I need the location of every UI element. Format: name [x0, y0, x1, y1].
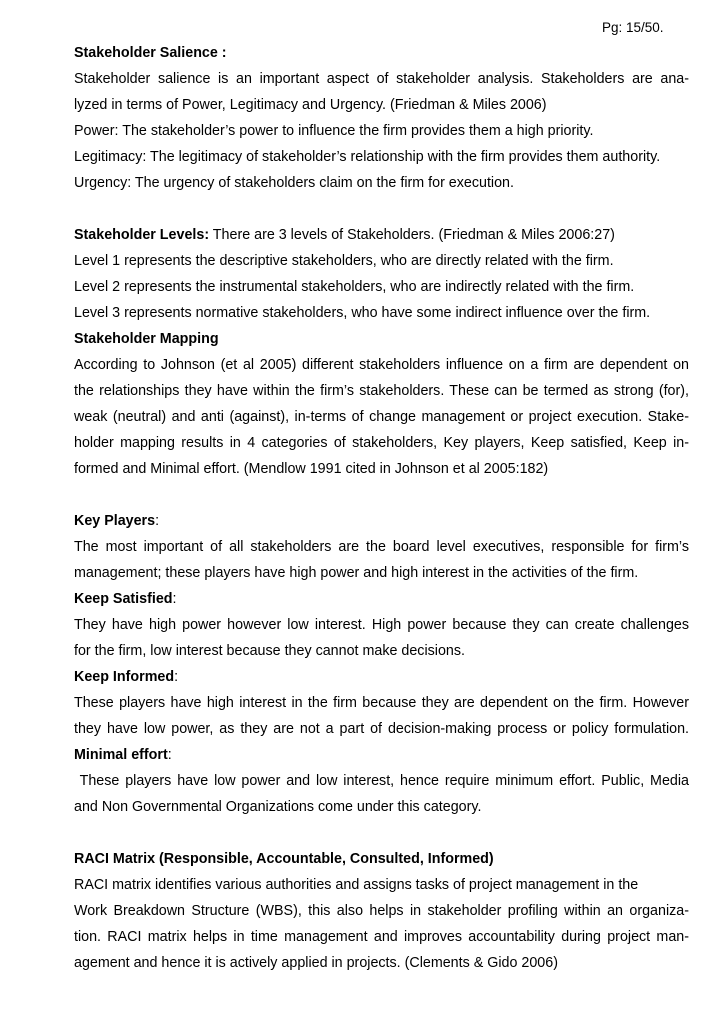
minimal-effort-text-line: and Non Governmental Organizations come under this category. — [74, 799, 482, 815]
level-2-text: Level 2 represents the instrumental stakeholders, who are indirectly related with the firm. — [74, 279, 635, 295]
minimal-effort-text-line: These players have low power and low interest, hence require minimum effort. Public, Media — [74, 773, 689, 789]
mapping-text-line: the relationships they have within the firm’s stakeholders. These can be termed as strong (for), — [74, 383, 689, 399]
levels-heading: Stakeholder Levels: — [74, 227, 210, 243]
raci-text-line: tion. RACI matrix helps in time management and improves accountability during project man- — [74, 929, 689, 945]
key-players-text-line: The most important of all stakeholders are the board level executives, responsible for firm’s — [74, 539, 689, 555]
urgency-definition: Urgency: The urgency of stakeholders claim on the firm for execution. — [74, 175, 514, 191]
raci-text-line: Work Breakdown Structure (WBS), this also helps in stakeholder profiling within an organiza- — [74, 903, 689, 919]
keep-informed-text-line: they have low power, as they are not a part of decision-making process or policy formulation. — [74, 721, 689, 737]
mapping-text-line: According to Johnson (et al 2005) different stakeholders influence on a firm are dependent on — [74, 357, 689, 373]
level-3-text: Level 3 represents normative stakeholders, who have some indirect influence over the firm. — [74, 305, 651, 321]
mapping-text-line: holder mapping results in 4 categories of stakeholders, Key players, Keep satisfied, Keep in- — [74, 435, 689, 451]
power-definition: Power: The stakeholder’s power to influence the firm provides them a high priority. — [74, 123, 594, 139]
mapping-heading: Stakeholder Mapping — [74, 331, 219, 347]
key-players-heading: Key Players: — [74, 513, 160, 529]
keep-informed-text-line: These players have high interest in the firm because they are dependent on the firm. However — [74, 695, 689, 711]
salience-heading: Stakeholder Salience : — [74, 45, 227, 61]
levels-intro: Stakeholder Levels: There are 3 levels of Stakeholders. (Friedman & Miles 2006:27) — [74, 227, 615, 243]
raci-text-line: RACI matrix identifies various authorities and assigns tasks of project management in the — [74, 877, 639, 893]
mapping-text-line: formed and Minimal effort. (Mendlow 1991 cited in Johnson et al 2005:182) — [74, 461, 549, 477]
keep-satisfied-text-line: They have high power however low interest. High power because they can create challenges — [74, 617, 689, 633]
key-players-text-line: management; these players have high power and high interest in the activities of the firm. — [74, 565, 639, 581]
salience-text-line: Stakeholder salience is an important aspect of stakeholder analysis. Stakeholders are ana- — [74, 71, 689, 87]
keep-satisfied-heading: Keep Satisfied: — [74, 591, 177, 607]
keep-informed-heading: Keep Informed: — [74, 669, 179, 685]
raci-text-line: agement and hence it is actively applied in projects. (Clements & Gido 2006) — [74, 955, 558, 971]
document-body — [74, 40, 689, 976]
mapping-text-line: weak (neutral) and anti (against), in-terms of change management or project execution. Stake- — [74, 409, 689, 425]
page-number: Pg: 15/50. — [602, 20, 664, 35]
minimal-effort-heading: Minimal effort: — [74, 747, 172, 763]
salience-text-line: lyzed in terms of Power, Legitimacy and Urgency. (Friedman & Miles 2006) — [74, 97, 547, 113]
legitimacy-definition: Legitimacy: The legitimacy of stakeholder’s relationship with the firm provides them authority. — [74, 149, 661, 165]
raci-heading: RACI Matrix (Responsible, Accountable, Consulted, Informed) — [74, 851, 494, 867]
keep-satisfied-text-line: for the firm, low interest because they cannot make decisions. — [74, 643, 465, 659]
level-1-text: Level 1 represents the descriptive stakeholders, who are directly related with the firm. — [74, 253, 614, 269]
